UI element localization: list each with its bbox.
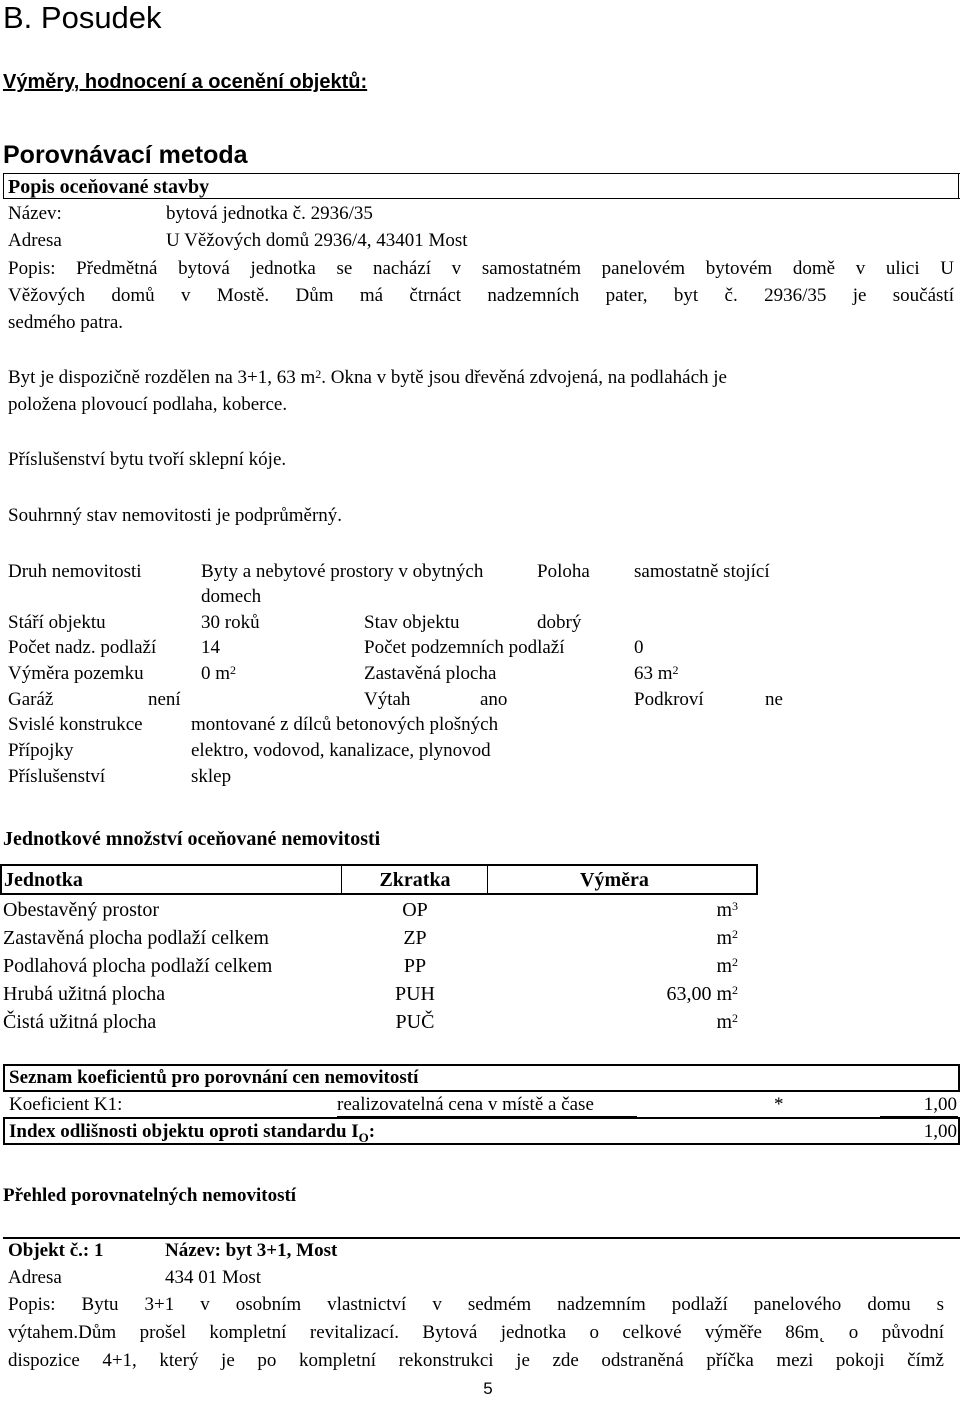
layout-line-2: položena plovoucí podlaha, koberce. [8, 394, 288, 415]
address-label: Adresa [8, 230, 62, 251]
unit-value: $m^3$ [716, 899, 738, 921]
underground-label: Počet podzemních podlaží [364, 637, 565, 658]
index-label: Index odlišnosti objektu oproti standardu $I_O$: [9, 1121, 376, 1145]
unit-name: Zastavěná plocha podlaží celkem [3, 927, 269, 949]
unit-name: Podlahová plocha podlaží celkem [3, 955, 273, 977]
description-header: Popis oceňované stavby [8, 176, 210, 198]
section-title: B. Posudek [3, 0, 162, 35]
lift-value: ano [480, 689, 508, 710]
name-value: bytová jednotka č. 2936/35 [166, 203, 373, 224]
state-value: dobrý [537, 612, 582, 633]
attic-label: Podkroví [634, 689, 704, 710]
k1-value: 1,00 [923, 1094, 957, 1115]
built-label: Zastavěná plocha [364, 663, 497, 684]
type-value-cont: domech [201, 586, 262, 607]
unit-value: $m^2$ [716, 1011, 738, 1033]
floors-value: 14 [201, 637, 220, 658]
object-address-value: 434 01 Most [165, 1267, 262, 1288]
position-label: Poloha [537, 561, 590, 582]
unit-abbr: OP [402, 899, 428, 921]
lift-label: Výtah [364, 689, 411, 710]
object-popis-line-1: Popis: Bytu 3+1 v osobním vlastnictví v sedmém nadzemním podlaží panelového domu s [8, 1294, 944, 1315]
layout-line-1: Byt je dispozičně rozdělen na 3+1, 63 $m^2$. Okna v bytě jsou dřevěná zdvojená, na podlahách je [8, 367, 727, 388]
garage-value: není [148, 689, 181, 710]
age-label: Stáří objektu [8, 612, 106, 633]
popis-line-1: Popis: Předmětná bytová jednotka se nachází v samostatném panelovém bytovém domě v ulici U [8, 258, 954, 279]
units-col-abbr: Zkratka [379, 869, 451, 891]
object-popis-line-2: výtahem.Dům prošel kompletní revitalizací. Bytová jednotka o celkové výměře 86m˛ o původní [8, 1322, 944, 1343]
page-number: 5 [483, 1379, 493, 1398]
units-heading: Jednotkové množství oceňované nemovitosti [3, 828, 381, 850]
unit-value: $m^2$ [716, 927, 738, 949]
underground-value: 0 [634, 637, 644, 658]
type-value: Byty a nebytové prostory v obytných [201, 561, 484, 582]
walls-value: montované z dílců betonových plošných [191, 714, 499, 735]
floors-label: Počet nadz. podlaží [8, 637, 157, 658]
utilities-value: elektro, vodovod, kanalizace, plynovod [191, 740, 491, 761]
popis-line-2: Věžových domů v Mostě. Dům má čtrnáct nadzemních pater, byt č. 2936/35 je součástí [8, 285, 954, 306]
object-popis-line-3: dispozice 4+1, který je po kompletní rekonstrukci je zde odstraněná příčka mezi pokoji čímž [8, 1350, 944, 1371]
type-label: Druh nemovitosti [8, 561, 142, 582]
coefficients-header: Seznam koeficientů pro porovnání cen nemovitostí [9, 1067, 419, 1088]
extras-label: Příslušenství [8, 766, 106, 787]
method-title: Porovnávací metoda [3, 141, 248, 169]
k1-label: Koeficient K1: [9, 1094, 123, 1115]
comparables-heading: Přehled porovnatelných nemovitostí [3, 1185, 297, 1206]
unit-value: $m^2$ [716, 955, 738, 977]
garage-label: Garáž [8, 689, 54, 710]
extras-value: sklep [191, 766, 232, 787]
state-label: Stav objektu [364, 612, 460, 633]
position-value: samostatně stojící [634, 561, 770, 582]
unit-abbr: ZP [403, 927, 427, 949]
unit-name: Čistá užitná plocha [3, 1011, 157, 1033]
unit-abbr: PUH [394, 983, 435, 1005]
attic-value: ne [765, 689, 783, 710]
units-col-value: Výměra [580, 869, 649, 891]
address-value: U Věžových domů 2936/4, 43401 Most [166, 230, 468, 251]
condition-text: Souhrnný stav nemovitosti je podprůměrný. [8, 505, 343, 526]
subtitle: Výměry, hodnocení a ocenění objektů: [3, 71, 368, 93]
accessories-text: Příslušenství bytu tvoří sklepní kóje. [8, 449, 287, 470]
walls-label: Svislé konstrukce [8, 714, 143, 735]
land-label: Výměra pozemku [8, 663, 144, 684]
age-value: 30 roků [201, 612, 260, 633]
unit-value: 63,00 $m^2$ [666, 983, 738, 1005]
object-address-label: Adresa [8, 1267, 62, 1288]
k1-operator: * [774, 1094, 784, 1115]
k1-description: realizovatelná cena v místě a čase [337, 1094, 594, 1115]
unit-abbr: PUČ [395, 1011, 435, 1033]
land-value: 0 $m^2$ [201, 663, 237, 684]
unit-name: Obestavěný prostor [3, 899, 160, 921]
popis-line-3: sedmého patra. [8, 312, 124, 333]
utilities-label: Přípojky [8, 740, 74, 761]
unit-abbr: PP [403, 955, 427, 977]
object-name: Název: byt 3+1, Most [165, 1240, 338, 1261]
built-value: 63 $m^2$ [634, 663, 679, 684]
object-number: Objekt č.: 1 [8, 1240, 104, 1261]
index-value: 1,00 [923, 1121, 957, 1142]
unit-name: Hrubá užitná plocha [3, 983, 166, 1005]
name-label: Název: [8, 203, 62, 224]
units-col-unit: Jednotka [4, 869, 83, 891]
